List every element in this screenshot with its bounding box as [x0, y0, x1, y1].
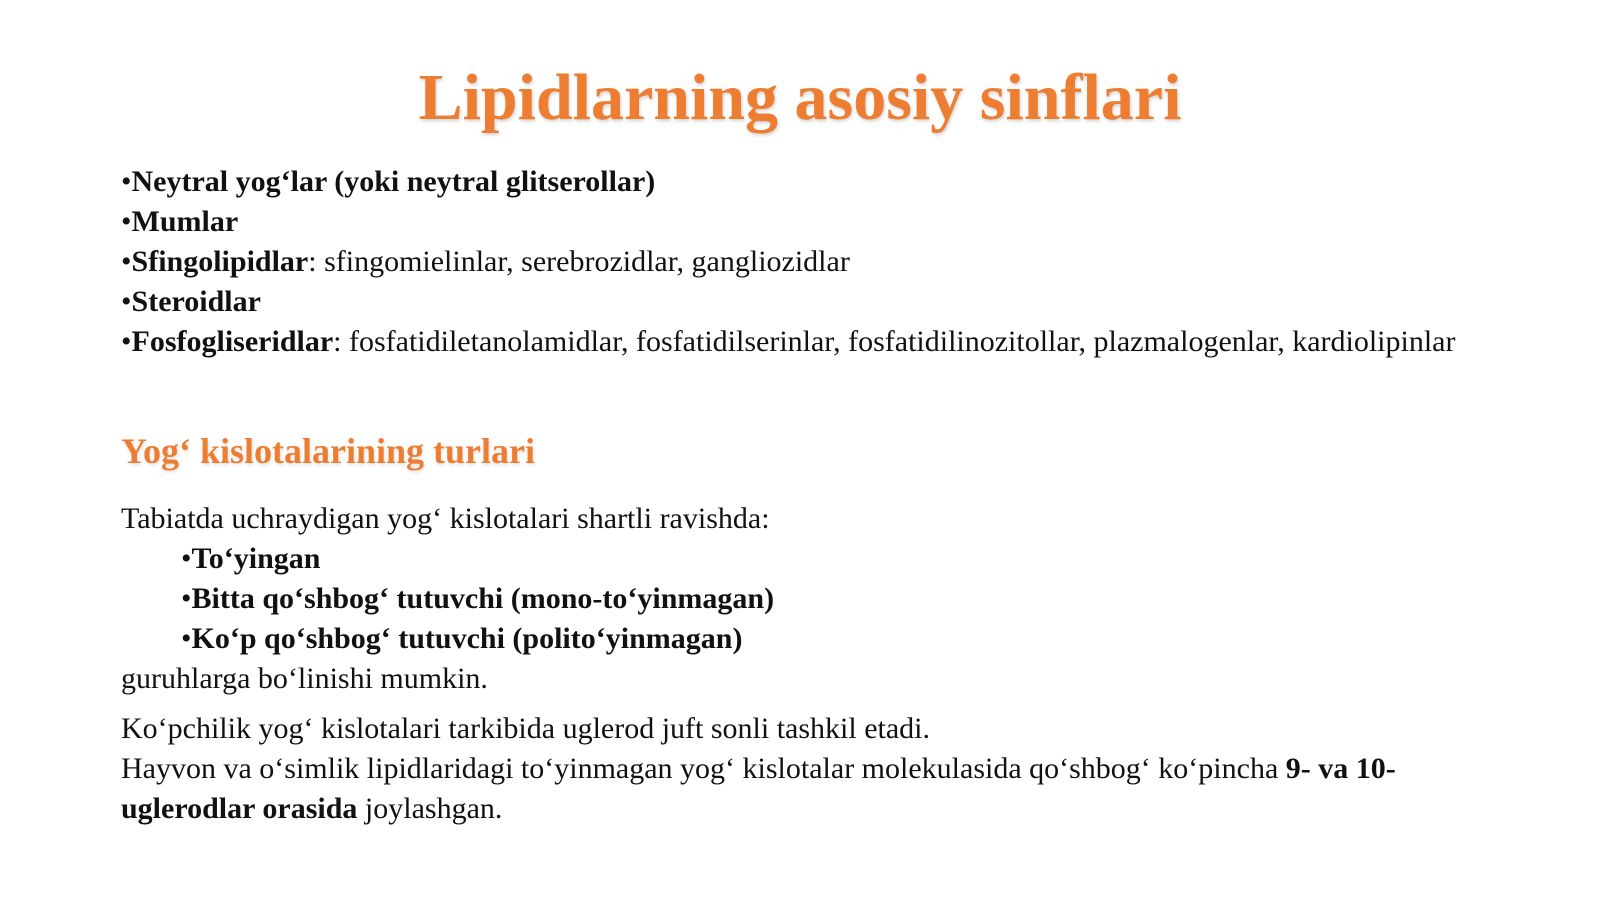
list-item [121, 539, 1461, 579]
bullet: • [121, 205, 132, 238]
slide-title: Lipidlarning asosiy sinflari [418, 61, 1182, 134]
list-item [121, 242, 1461, 282]
fact-text: joylashgan. [357, 792, 503, 825]
list-item-term: Sfingolipidlar [131, 245, 309, 278]
fatty-acid-facts [121, 709, 1461, 829]
bullet: • [181, 542, 192, 575]
fact-paragraph [121, 749, 1461, 829]
list-item-detail: : fosfatidiletanolamidlar, fosfatidilserinlar, fosfatidilinozitollar, plazmalogenlar, kardiolipinlar [333, 325, 1456, 358]
fact-paragraph: Ko‘pchilik yog‘ kislotalari tarkibida uglerod juft sonli tashkil etadi. [121, 712, 931, 745]
list-item-term: Mumlar [131, 205, 239, 238]
bullet: • [121, 165, 132, 198]
list-item-term: Steroidlar [131, 285, 261, 318]
types-intro: Tabiatda uchraydigan yog‘ kislotalari shartli ravishda: [121, 502, 770, 535]
list-item-term: Ko‘p qo‘shbog‘ tutuvchi (polito‘yinmagan) [191, 622, 743, 655]
list-item [121, 202, 1461, 242]
lipid-classes-list [121, 162, 1461, 362]
list-item [121, 282, 1461, 322]
list-item-term: Bitta qo‘shbog‘ tutuvchi (mono-to‘yinmagan) [191, 582, 775, 615]
fact-emphasis: 9- va 10-uglerodlar orasida [121, 752, 1396, 825]
section-heading: Yog‘ kislotalarining turlari [121, 431, 536, 471]
list-item-term: To‘yingan [191, 542, 321, 575]
list-item [121, 322, 1461, 362]
bullet: • [121, 245, 132, 278]
list-item-term: Fosfogliseridlar [131, 325, 334, 358]
bullet: • [121, 325, 132, 358]
list-item [121, 579, 1461, 619]
bullet: • [181, 622, 192, 655]
list-item [121, 162, 1461, 202]
fact-text: Hayvon va o‘simlik lipidlaridagi to‘yinmagan yog‘ kislotalar molekulasida qo‘shbog‘ ko‘pincha [121, 752, 1286, 785]
fatty-acid-types [121, 499, 1461, 699]
bullet: • [181, 582, 192, 615]
list-item-detail: : sfingomielinlar, serebrozidlar, gangliozidlar [308, 245, 850, 278]
types-outro: guruhlarga bo‘linishi mumkin. [121, 662, 488, 695]
bullet: • [121, 285, 132, 318]
list-item [121, 619, 1461, 659]
list-item-term: Neytral yog‘lar (yoki neytral glitserollar) [131, 165, 656, 198]
